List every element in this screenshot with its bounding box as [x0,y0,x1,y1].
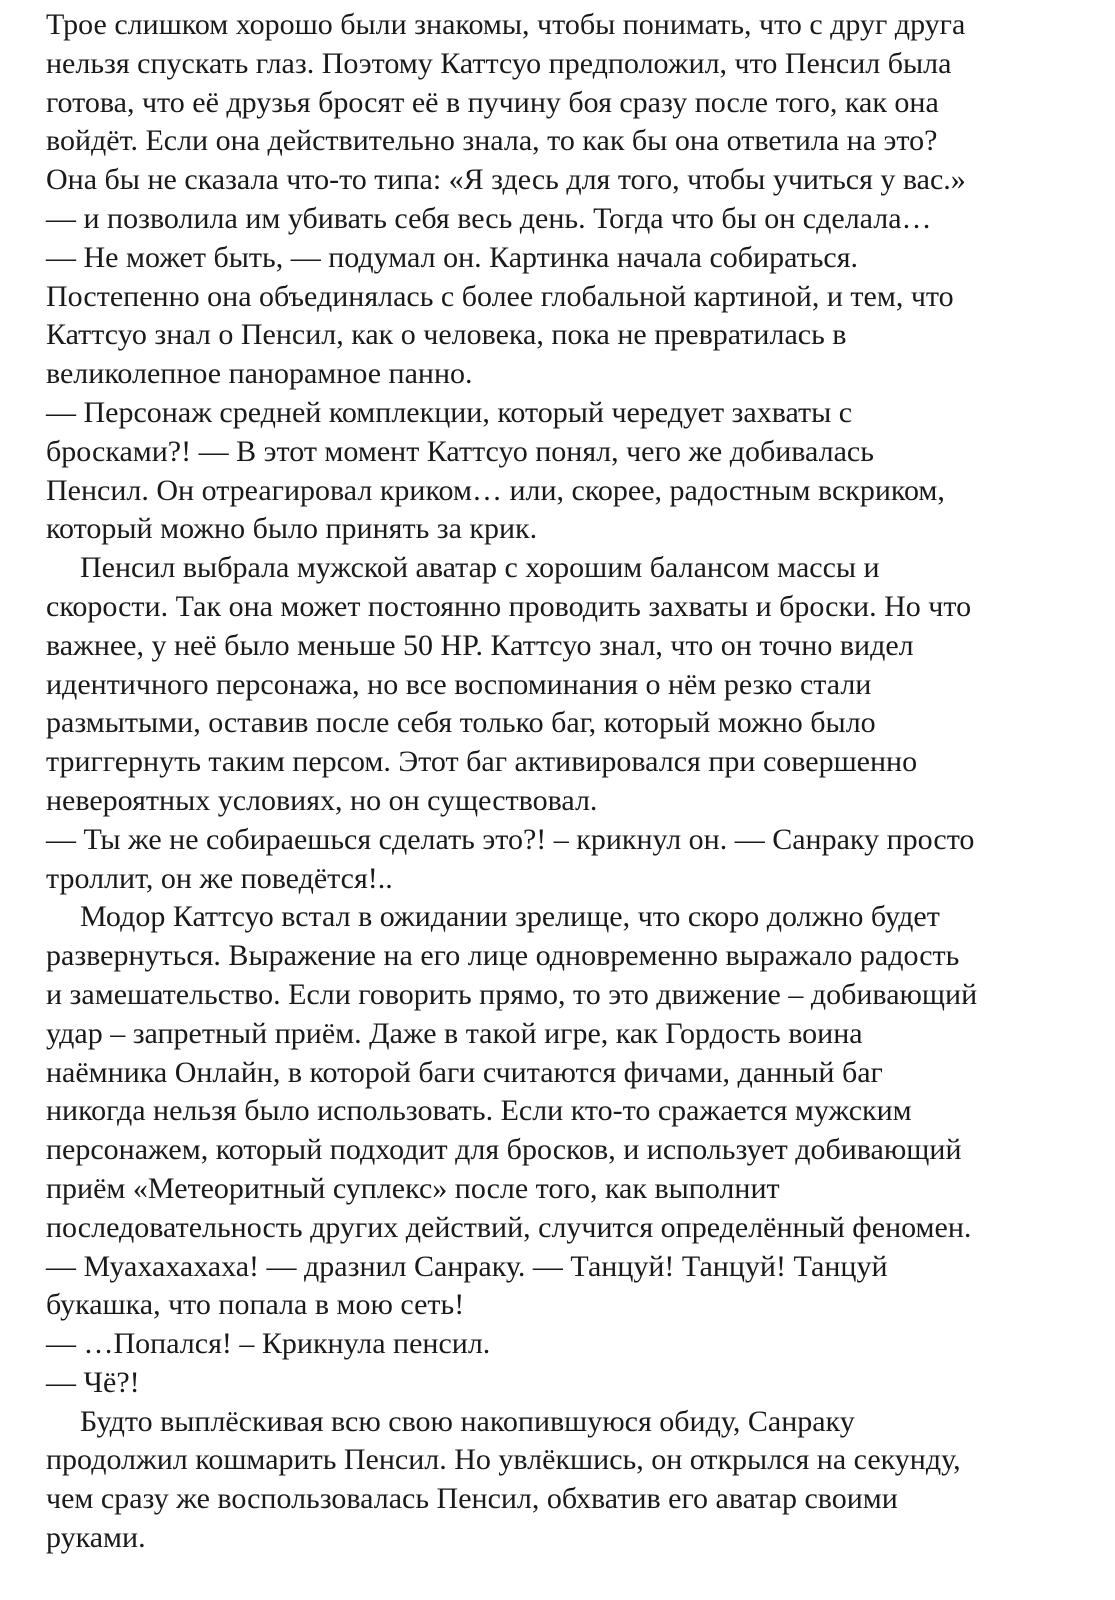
text-line: который можно было принять за крик. [46,512,538,546]
text-line: — Персонаж средней комплекции, который чередует захваты с [46,395,853,429]
text-line: чем сразу же воспользовалась Пенсил, обхватив его аватар своими [46,1482,898,1516]
text-line: и замешательство. Если говорить прямо, то это движение – добивающий [46,977,978,1011]
text-line: — Ты же не собираешься сделать это?! – крикнул он. — Санраку просто [46,822,975,856]
text-line: приём «Метеоритный суплекс» после того, как выполнит [46,1171,780,1205]
text-line: Пенсил выбрала мужской аватар с хорошим балансом массы и [80,551,880,585]
text-line: невероятных условиях, но он существовал. [46,783,598,817]
text-line: руками. [46,1521,146,1555]
text-line: удар – запретный приём. Даже в такой игре, как Гордость воина [46,1016,863,1050]
text-line: размытыми, оставив после себя только баг, который можно было [46,706,876,740]
text-line: великолепное панорамное панно. [46,357,473,391]
text-line: троллит, он же поведётся!.. [46,861,393,895]
text-line: нельзя спускать глаз. Поэтому Каттсуо предположил, что Пенсил была [46,46,952,80]
text-line: — Муахахахаха! — дразнил Санраку. — Танцуй! Танцуй! Танцуй [46,1249,888,1283]
text-line: бросками?! — В этот момент Каттсуо понял, чего же добивалась [46,434,874,468]
text-line: Постепенно она объединялась с более глобальной картиной, и тем, что [46,279,954,313]
text-line: персонажем, который подходит для бросков, и использует добивающий [46,1133,962,1167]
text-line: Будто выплёскивая всю свою накопившуюся обиду, Санраку [80,1404,855,1438]
text-line: готова, что её друзья бросят её в пучину боя сразу после того, как она [46,85,939,119]
document-body [46,6,1086,1558]
text-line: — и позволила им убивать себя весь день. Тогда что бы он сделала… [46,201,932,235]
text-line: скорости. Так она может постоянно проводить захваты и броски. Но что [46,589,972,623]
text-line: Каттсуо знал о Пенсил, как о человека, пока не превратилась в [46,318,847,352]
text-line: последовательность других действий, случится определённый феномен. [46,1210,972,1244]
text-line: развернуться. Выражение на его лице одновременно выражало радость [46,939,960,973]
text-line: идентичного персонажа, но все воспоминания о нём резко стали [46,667,872,701]
text-line: наёмника Онлайн, в которой баги считаются фичами, данный баг [46,1055,883,1089]
text-line: Пенсил. Он отреагировал криком… или, скорее, радостным вскриком, [46,473,945,507]
text-line: — Чё?! [46,1365,140,1399]
text-line: войдёт. Если она действительно знала, то как бы она ответила на это? [46,124,938,158]
text-line: важнее, у неё было меньше 50 HP. Каттсуо знал, что он точно видел [46,628,914,662]
text-line: — Не может быть, — подумал он. Картинка начала собираться. [46,240,859,274]
text-line: Она бы не сказала что-то типа: «Я здесь для того, чтобы учиться у вас.» [46,163,966,197]
text-line: триггернуть таким персом. Этот баг активировался при совершенно [46,745,918,779]
text-line: букашка, что попала в мою сеть! [46,1288,465,1322]
text-line: продолжил кошмарить Пенсил. Но увлёкшись, он открылся на секунду, [46,1443,961,1477]
text-line: — …Попался! – Крикнула пенсил. [46,1327,491,1361]
text-line: никогда нельзя было использовать. Если кто-то сражается мужским [46,1094,912,1128]
text-line: Трое слишком хорошо были знакомы, чтобы понимать, что с друг друга [46,8,966,41]
text-line: Модор Каттсуо встал в ожидании зрелище, что скоро должно будет [80,900,940,934]
